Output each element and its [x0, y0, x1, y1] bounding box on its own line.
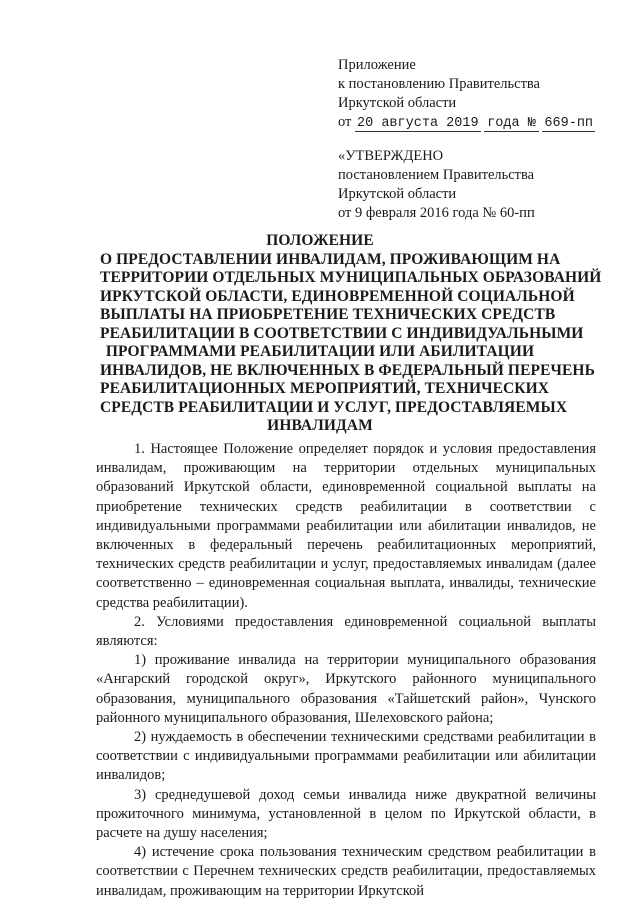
approved-government-word: Правительства: [442, 167, 535, 183]
appendix-year-word: года №: [484, 116, 539, 132]
condition-4: 4) истечение срока пользования техническим средством реабилитации в соответствии с Перечнем технических средств реабилитации, предоставляемых инвалидам, проживающим на территории Иркутской: [96, 844, 596, 899]
appendix-region: Иркутской области: [338, 95, 457, 111]
title-line: ВЫПЛАТЫ НА ПРИОБРЕТЕНИЕ ТЕХНИЧЕСКИХ СРЕДСТВ: [100, 306, 556, 323]
appendix-resolution-line: [338, 75, 592, 94]
approved-block: [338, 147, 592, 223]
paragraph-1: 1. Настоящее Положение определяет порядок и условия предоставления инвалидам, проживающим на территории отдельных муниципальных образований Иркутской области, единовременной социальной выплаты на приобретение технических средств реабилитации в соответствии с индивидуальными программами реабилитации или абилитации инвалидов, не включенных в федеральный перечень реабилитационных мероприятий, технических средств реабилитации и услуг, предоставляемых инвалидам (далее соответственно – единовременная социальная выплата, инвалиды, технические средства реабилитации).: [96, 441, 596, 611]
title-line: ИНВАЛИДОВ, НЕ ВКЛЮЧЕННЫХ В ФЕДЕРАЛЬНЫЙ ПЕРЕЧЕНЬ: [100, 361, 595, 379]
title-line: СРЕДСТВ РЕАБИЛИТАЦИИ И УСЛУГ, ПРЕДОСТАВЛЯЕМЫХ: [100, 398, 568, 416]
appendix-resolution-word: постановлению: [348, 76, 446, 92]
approved-resolution-word: постановлением: [338, 167, 440, 183]
approved-label: «УТВЕРЖДЕНО: [338, 148, 444, 164]
condition-1: 1) проживание инвалида на территории муниципального образования «Ангарский городской округ», Иркутского районного муниципального образования, муниципального образования «Тайшетский район», Чунского районного муниципального образования, Шелеховского района;: [96, 652, 596, 726]
appendix-government-word: Правительства: [448, 76, 540, 92]
approved-region: Иркутской области: [338, 186, 457, 202]
title-line: ПРОГРАММАМИ РЕАБИЛИТАЦИИ ИЛИ АБИЛИТАЦИИ: [105, 343, 535, 360]
condition-2: 2) нуждаемость в обеспечении техническими средствами реабилитации в соответствии с индивидуальными программами реабилитации или абилитации инвалидов;: [96, 729, 596, 784]
condition-3: 3) среднедушевой доход семьи инвалида ниже двукратной величины прожиточного минимума, установленной в целом по Иркутской области, в расчете на душу населения;: [96, 786, 596, 842]
appendix-date-prefix: от: [338, 114, 352, 130]
title-line: ИНВАЛИДАМ: [267, 417, 373, 434]
title-line: ПОЛОЖЕНИЕ: [266, 232, 374, 249]
title-line: ТЕРРИТОРИИ ОТДЕЛЬНЫХ МУНИЦИПАЛЬНЫХ ОБРАЗОВАНИЙ: [100, 269, 602, 286]
appendix-date-line: [338, 113, 592, 133]
approved-resolution-line: [338, 166, 592, 185]
appendix-header: [338, 56, 592, 133]
approved-date: от 9 февраля 2016 года № 60-пп: [338, 205, 535, 221]
paragraph-2: 2. Условиями предоставления единовременной социальной выплаты являются:: [96, 613, 596, 650]
appendix-label: Приложение: [338, 57, 416, 73]
title-line: ИРКУТСКОЙ ОБЛАСТИ, ЕДИНОВРЕМЕННОЙ СОЦИАЛЬНОЙ: [100, 287, 575, 305]
title-line: РЕАБИЛИТАЦИОННЫХ МЕРОПРИЯТИЙ, ТЕХНИЧЕСКИХ: [100, 380, 550, 397]
title-line: РЕАБИЛИТАЦИИ В СООТВЕТСТВИИ С ИНДИВИДУАЛЬНЫМИ: [100, 324, 584, 342]
appendix-number-value: 669-пп: [544, 116, 594, 131]
document-body: [96, 440, 596, 901]
document-title: [100, 232, 602, 436]
appendix-date-value: 20 августа 2019: [357, 116, 479, 131]
title-line: О ПРЕДОСТАВЛЕНИИ ИНВАЛИДАМ, ПРОЖИВАЮЩИМ НА: [100, 250, 561, 268]
appendix-k: к: [338, 76, 346, 92]
